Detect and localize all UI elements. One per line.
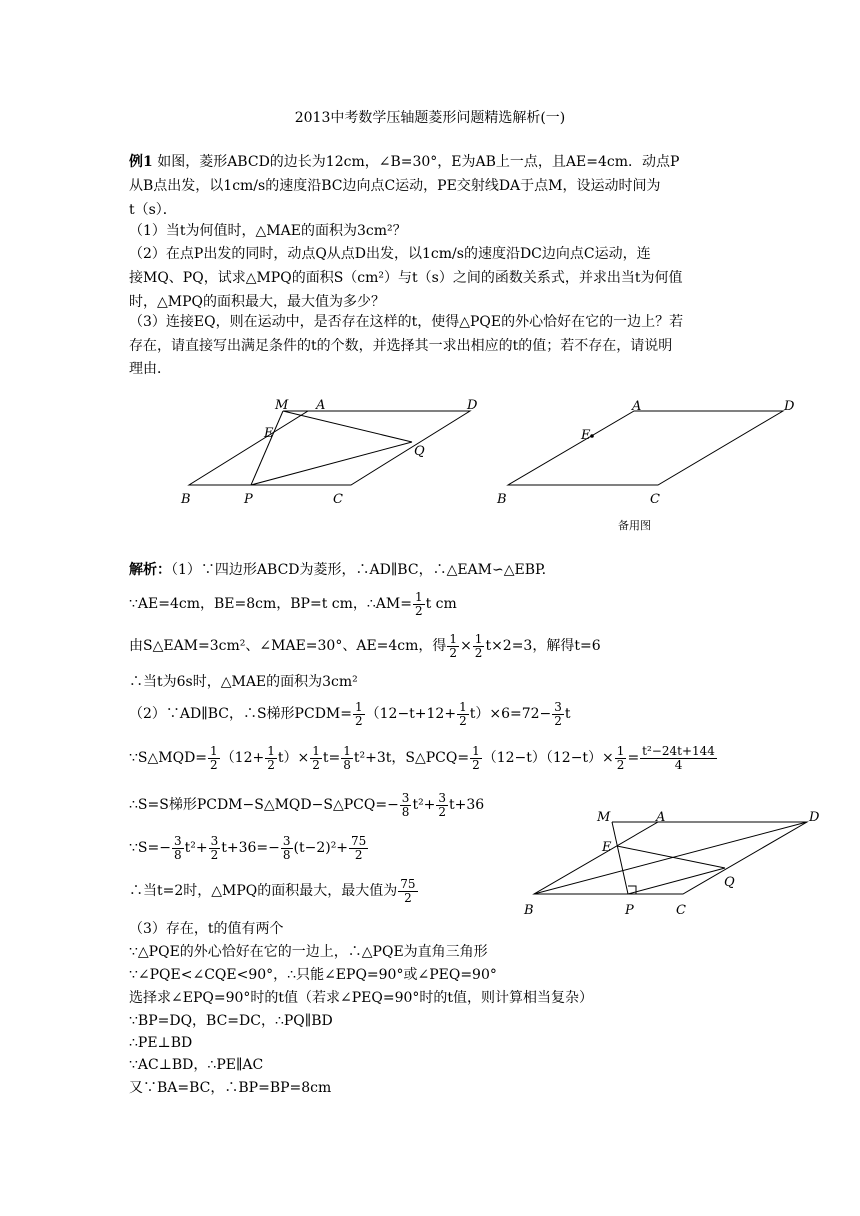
fig3-label-a: A — [656, 810, 666, 825]
segment-eq — [617, 846, 725, 868]
segment-mp — [251, 411, 283, 485]
fig3-label-c: C — [676, 903, 686, 918]
fig2-label-a: A — [632, 399, 642, 414]
fig1-label-e: E — [264, 426, 274, 441]
segment-mq — [283, 411, 412, 442]
rhombus-abcd-solution — [534, 822, 807, 894]
right-angle-mark — [628, 886, 636, 894]
solution-line-6: ∵S△MQD= $\frac{1}{2}$ （12+ $\frac{1}{2}$ t）× $\frac{1}{2}$ t= $\frac{1}{8}$ t²+3t，S△PCQ= $\frac{1}{2}$ （12−t）（12−t）× $\frac{1}{2}$ = $\frac{\text{t²−24t+144}}{4}$ — [129, 743, 715, 772]
solution-line-17: 又∵BA=BC，∴BP=BP=8cm — [129, 1080, 332, 1096]
problem-line-8: （3）连接EQ，则在运动中，是否存在这样的t，使得△PQE的外心恰好在它的一边上？若 — [129, 314, 684, 330]
problem-line-9: 存在，请直接写出满足条件的t的个数，并选择其一求出相应的t的值；若不存在，请说明 — [129, 338, 673, 354]
solution-line-15: ∴PE⊥BD — [129, 1035, 193, 1051]
solution-line-3: 由S△EAM=3cm²、∠MAE=30°、AE=4cm，得 $\frac{1}{2}$ × $\frac{1}{2}$ t×2=3，解得t=6 — [129, 631, 601, 660]
fig3-label-e: E — [602, 840, 612, 855]
segment-pq-3 — [628, 868, 725, 894]
solution-line-4: ∴当t为6s时，△MAE的面积为3cm² — [129, 674, 358, 690]
fraction: $\frac{1}{2}$ — [449, 631, 458, 660]
fraction: $\frac{1}{2}$ — [414, 589, 423, 618]
fraction: $\frac{1}{2}$ — [354, 699, 363, 728]
fraction: $\frac{3}{2}$ — [438, 790, 447, 819]
fraction: $\frac{1}{8}$ — [343, 743, 351, 772]
point-e — [590, 434, 594, 438]
fig2-label-e: E — [581, 428, 591, 443]
fig2-label-b: B — [497, 492, 507, 507]
solution-label: 解析： — [129, 562, 171, 578]
fraction: $\frac{1}{2}$ — [312, 743, 320, 772]
spare-figure-caption: 备用图 — [618, 519, 651, 532]
fig1-label-d: D — [467, 398, 478, 413]
fig1-label-b: B — [181, 492, 191, 507]
segment-bd — [534, 822, 807, 894]
problem-line-6: 接MQ、PQ，试求△MPQ的面积S（cm²）与t（s）之间的函数关系式，并求出当t为何值 — [129, 270, 683, 286]
solution-line-8: ∵S=− $\frac{3}{8}$ t²+ $\frac{3}{2}$ t+36=− $\frac{3}{8}$ (t−2)²+ $\frac{75}{2}$ — [129, 833, 367, 862]
fraction: $\frac{1}{2}$ — [267, 743, 275, 772]
fig3-label-m: M — [597, 810, 611, 825]
problem-line-2: 从B点出发，以1cm/s的速度沿BC边向点C运动，PE交射线DA于点M，设运动时间为 — [129, 178, 661, 194]
fraction: $\frac{1}{2}$ — [472, 743, 480, 772]
problem-line-7: 时，△MPQ的面积最大，最大值为多少？ — [129, 294, 385, 310]
fig1-label-m: M — [275, 398, 289, 413]
solution-line-14: ∵BP=DQ，BC=DC，∴PQ∥BD — [129, 1013, 333, 1029]
fig2-label-d: D — [784, 399, 795, 414]
fig3-label-p: P — [625, 903, 634, 918]
fig3-label-b: B — [524, 903, 534, 918]
segment-pq — [251, 442, 412, 485]
problem-line-3: t（s）． — [129, 202, 177, 218]
problem-line-1: 例1 如图，菱形ABCD的边长为12cm，∠B=30°，E为AB上一点，且AE=4cm．动点P — [129, 154, 680, 170]
fraction: $\frac{75}{2}$ — [400, 876, 416, 905]
fig3-label-d: D — [809, 810, 820, 825]
fig2-label-c: C — [650, 492, 660, 507]
problem-line-10: 理由． — [129, 361, 171, 377]
solution-line-13: 选择求∠EPQ=90°时的t值（若求∠PEQ=90°时的t值，则计算相当复杂） — [129, 990, 594, 1006]
solution-line-5: （2）∵AD∥BC，∴S梯形PCDM= $\frac{1}{2}$ （12−t+12+ $\frac{1}{2}$ t）×6=72− $\frac{3}{2}$ t — [129, 699, 571, 728]
fraction: $\frac{1}{2}$ — [210, 743, 218, 772]
solution-line-9: ∴当t=2时，△MPQ的面积最大，最大值为 $\frac{75}{2}$ — [129, 876, 416, 905]
fig1-label-c: C — [333, 492, 343, 507]
rhombus-abcd — [189, 411, 470, 485]
fraction: $\frac{1}{2}$ — [474, 631, 483, 660]
solution-line-12: ∵∠PQE<∠CQE<90°，∴只能∠EPQ=90°或∠PEQ=90° — [129, 967, 497, 983]
fraction: $\frac{75}{2}$ — [351, 833, 367, 862]
fraction: $\frac{3}{2}$ — [554, 699, 562, 728]
example-label: 例1 — [129, 154, 153, 170]
page-title: 2013中考数学压轴题菱形问题精选解析(一) — [294, 110, 566, 126]
fraction: $\frac{1}{2}$ — [616, 743, 625, 772]
fraction: $\frac{3}{8}$ — [282, 833, 291, 862]
problem-line-5: （2）在点P出发的同时，动点Q从点D出发，以1cm/s的速度沿DC边向点C运动，连 — [129, 246, 651, 262]
fig1-label-q: Q — [414, 444, 425, 459]
fig1-label-p: P — [244, 492, 253, 507]
solution-line-1: 解析：（1）∵四边形ABCD为菱形，∴AD∥BC，∴△EAM∽△EBP. — [129, 562, 547, 578]
fig1-label-a: A — [316, 398, 326, 413]
solution-line-16: ∵AC⊥BD，∴PE∥AC — [129, 1057, 264, 1073]
solution-line-7: ∴S=S梯形PCDM−S△MQD−S△PCQ=− $\frac{3}{8}$ t²+ $\frac{3}{2}$ t+36 — [129, 790, 485, 819]
fraction: $\frac{3}{8}$ — [173, 833, 182, 862]
fraction: $\frac{1}{2}$ — [459, 699, 467, 728]
rhombus-abcd-spare — [508, 411, 783, 485]
fraction: $\frac{\text{t²−24t+144}}{4}$ — [642, 743, 715, 772]
problem-line-4: （1）当t为何值时，△MAE的面积为3cm²？ — [129, 223, 407, 239]
segment-mp-3 — [612, 822, 628, 894]
solution-line-11: ∵△PQE的外心恰好在它的一边上，∴△PQE为直角三角形 — [129, 944, 488, 960]
fig3-label-q: Q — [724, 875, 735, 890]
fraction: $\frac{3}{8}$ — [401, 790, 410, 819]
solution-line-2: ∵AE=4cm，BE=8cm，BP=t cm，∴AM= $\frac{1}{2}$ t cm — [129, 589, 457, 618]
fraction: $\frac{3}{2}$ — [210, 833, 219, 862]
solution-line-10: （3）存在，t的值有两个 — [129, 921, 284, 937]
